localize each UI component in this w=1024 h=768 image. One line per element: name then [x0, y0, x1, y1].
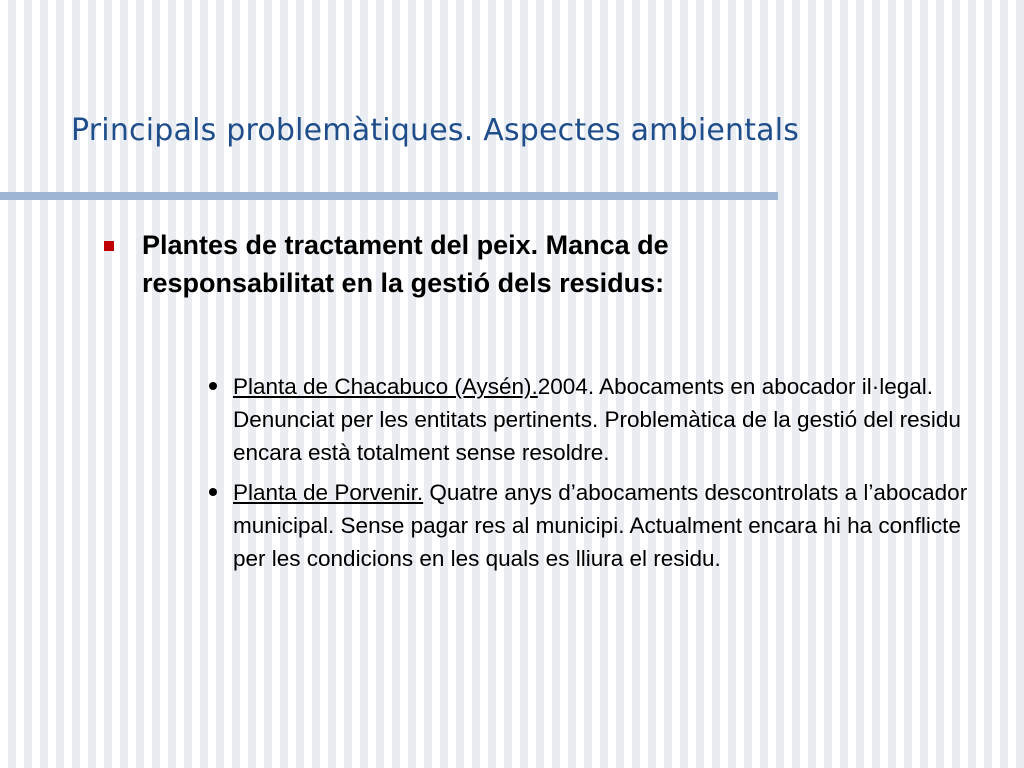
sub-bullet-chacabuco — [209, 370, 979, 469]
main-bullet-text: Plantes de tractament del peix. Manca de responsabilitat en la gestió dels residus: — [142, 230, 669, 298]
sub-bullet-text — [233, 476, 979, 575]
sub-bullet-list — [209, 370, 979, 582]
round-bullet-icon — [209, 488, 217, 496]
porvenir-description: Quatre anys d’abocaments descontrolats a l’abocador municipal. Sense pagar res al municipi. Actualment encara hi ha conflicte per les condicions en les quals es lliura el residu. — [233, 480, 968, 571]
round-bullet-icon — [209, 382, 217, 390]
slide-title: Principals problemàtiques. Aspectes ambientals — [71, 113, 800, 148]
sub-bullet-text — [233, 370, 979, 469]
chacabuco-link[interactable]: Planta de Chacabuco (Aysén). — [233, 374, 538, 399]
sub-bullet-porvenir — [209, 476, 979, 575]
main-bullet-item — [104, 226, 824, 302]
chacabuco-description: 2004. Abocaments en abocador il·legal. Denunciat per les entitats pertinents. Problemàtica de la gestió del residu encara està totalment sense resoldre. — [233, 374, 961, 465]
square-bullet-icon — [104, 241, 114, 251]
porvenir-link[interactable]: Planta de Porvenir. — [233, 480, 424, 505]
title-divider — [0, 192, 778, 200]
